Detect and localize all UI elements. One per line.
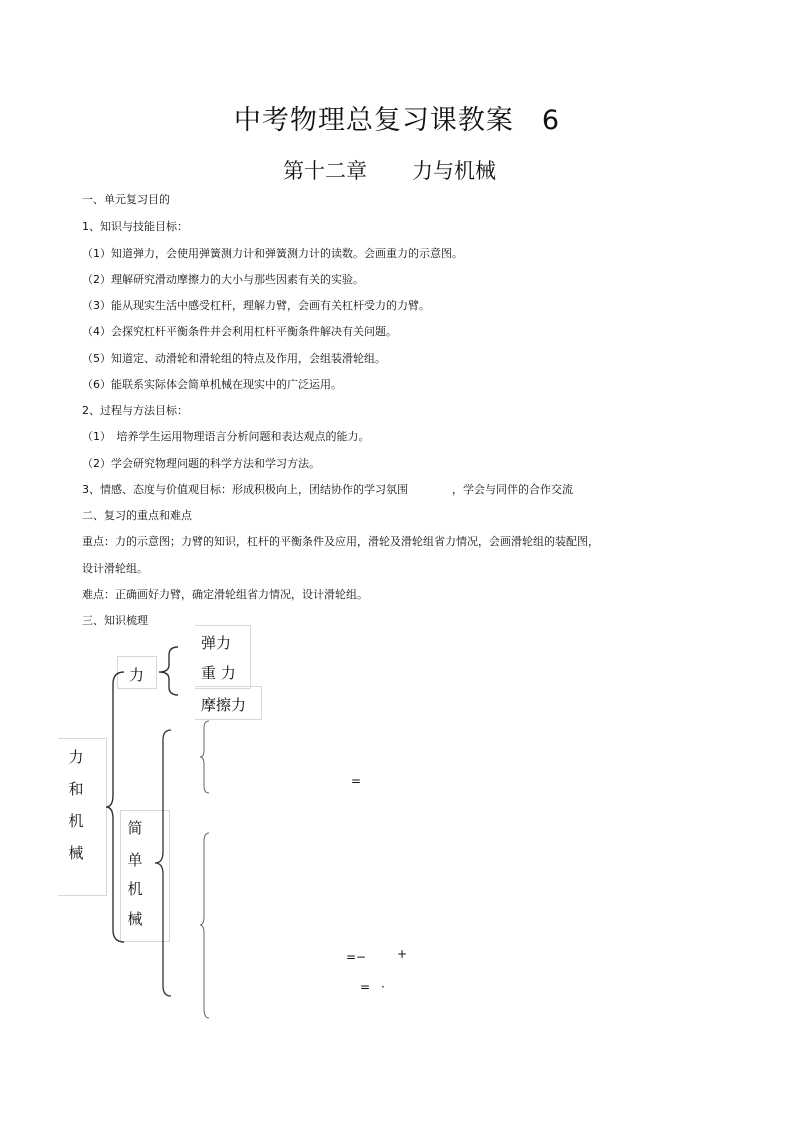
goal-item-5: （5）知道定、动滑轮和滑轮组的特点及作用，会组装滑轮组。 bbox=[82, 352, 386, 365]
machine-char: 机 bbox=[127, 880, 143, 898]
lever-brace bbox=[199, 720, 211, 795]
plus-sign: + bbox=[397, 947, 408, 961]
machine-char: 单 bbox=[127, 851, 143, 869]
root-char: 机 bbox=[68, 812, 84, 830]
force-brace bbox=[156, 645, 180, 697]
root-brace bbox=[104, 670, 126, 945]
difficult-points: 难点：正确画好力臂，确定滑轮组省力情况，设计滑轮组。 bbox=[82, 588, 368, 601]
emotion-value-goal: 3、情感、态度与价值观目标：形成积极向上，团结协作的学习氛围 ，学会与同伴的合作交流 bbox=[82, 483, 573, 496]
pulley-brace bbox=[199, 832, 211, 1020]
pulley-equation-2: = bbox=[360, 980, 371, 994]
section-1-heading: 一、单元复习目的 bbox=[82, 193, 170, 206]
document-title: 中考物理总复习课教案 6 bbox=[233, 105, 561, 136]
section-3-heading: 三、知识梳理 bbox=[82, 614, 148, 627]
root-char: 械 bbox=[68, 844, 84, 862]
process-item-1: （1） 培养学生运用物理语言分析问题和表达观点的能力。 bbox=[82, 430, 370, 443]
force-label: 力 bbox=[129, 666, 145, 684]
dot-sign: · bbox=[381, 980, 385, 994]
machine-brace bbox=[153, 728, 173, 1000]
process-item-2: （2）学会研究物理问题的科学方法和学习方法。 bbox=[82, 457, 320, 470]
goal-item-2: （2）理解研究滑动摩擦力的大小与那些因素有关的实验。 bbox=[82, 273, 364, 286]
chapter-topic: 力与机械 bbox=[412, 159, 496, 183]
lever-equation: = bbox=[351, 774, 362, 788]
root-char: 和 bbox=[68, 780, 84, 798]
chapter-number: 第十二章 bbox=[283, 159, 367, 183]
machine-char: 简 bbox=[127, 819, 143, 837]
goal-item-4: （4）会探究杠杆平衡条件并会利用杠杆平衡条件解决有关问题。 bbox=[82, 325, 397, 338]
machine-char: 械 bbox=[127, 910, 143, 928]
goal-item-1: （1）知道弹力，会使用弹簧测力计和弹簧测力计的读数。会画重力的示意图。 bbox=[82, 247, 463, 260]
section-2-heading: 二、复习的重点和难点 bbox=[82, 509, 192, 522]
elastic-force: 弹力 bbox=[201, 634, 232, 652]
root-char: 力 bbox=[68, 748, 84, 766]
key-points-line-1: 重点：力的示意图；力臂的知识，杠杆的平衡条件及应用，滑轮及滑轮组省力情况，会画滑轮组的装配图， bbox=[82, 535, 599, 548]
goal-item-3: （3）能从现实生活中感受杠杆，理解力臂，会画有关杠杆受力的力臂。 bbox=[82, 299, 430, 312]
goal-item-6: （6）能联系实际体会简单机械在现实中的广泛运用。 bbox=[82, 378, 342, 391]
process-method-goal-heading: 2、过程与方法目标： bbox=[82, 404, 188, 417]
pulley-equation-1: =− bbox=[346, 950, 367, 964]
friction: 摩擦力 bbox=[201, 696, 247, 714]
knowledge-skill-goal-heading: 1、知识与技能目标： bbox=[82, 220, 188, 233]
gravity: 重 力 bbox=[201, 664, 236, 682]
chapter-heading bbox=[283, 155, 496, 185]
key-points-line-2: 设计滑轮组。 bbox=[82, 562, 148, 575]
